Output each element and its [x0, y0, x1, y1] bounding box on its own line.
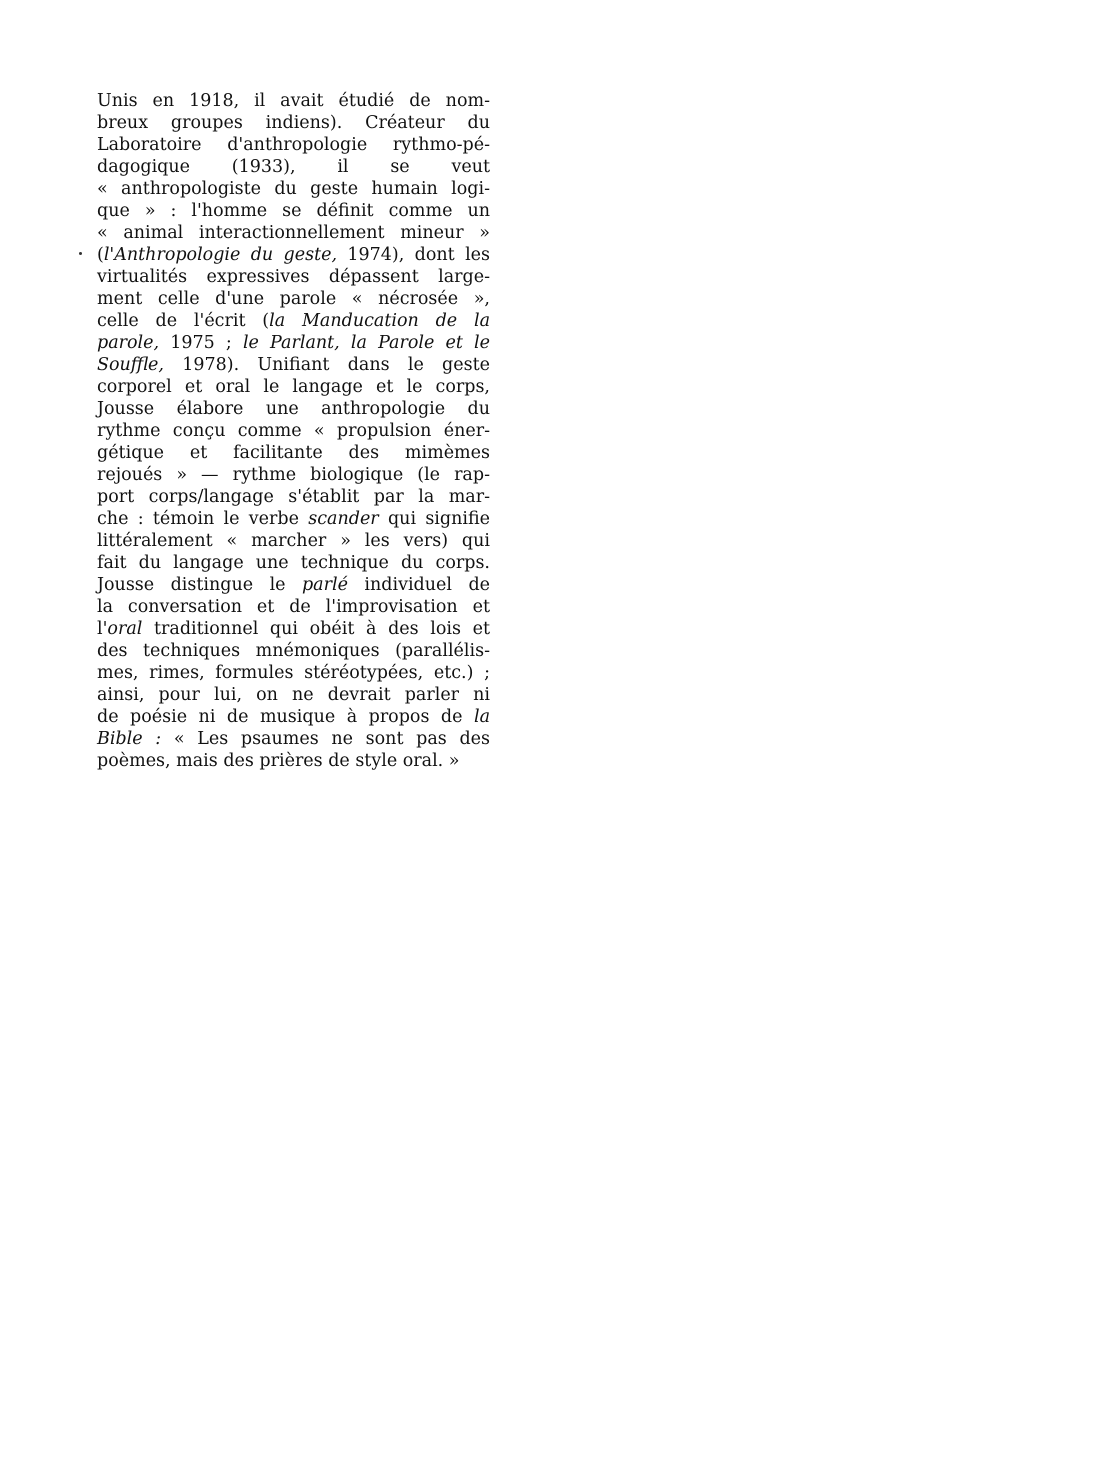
text-line-30: Bible : « Les psaumes ne sont pas des	[97, 729, 490, 749]
text-line-10: ment celle d'une parole « nécrosée »,	[97, 289, 490, 309]
text-line-16: rythme conçu comme « propulsion éner-	[97, 421, 490, 441]
text-line-14: corporel et oral le langage et le corps,	[97, 377, 490, 397]
italic-title-manducation: la Manducation de la	[269, 311, 491, 331]
italic-title-parlant: le Parlant, la Parole et le	[242, 333, 490, 353]
italic-oral: oral	[107, 619, 143, 639]
italic-souffle: Souffle,	[97, 355, 164, 375]
text-line-29: de poésie ni de musique à propos de la	[97, 707, 490, 727]
text-line-31: poèmes, mais des prières de style oral. »	[97, 751, 460, 771]
text-line-19: port corps/langage s'établit par la mar-	[97, 487, 490, 507]
text-line-6: que » : l'homme se définit comme un	[97, 201, 490, 221]
text-line-5: « anthropologiste du geste humain logi-	[97, 179, 490, 199]
text-column	[97, 90, 490, 772]
text-line-3: Laboratoire d'anthropologie rythmo-pé-	[97, 135, 490, 155]
text-line-18: rejoués » — rythme biologique (le rap-	[97, 465, 490, 485]
text-line-12: parole, 1975 ; le Parlant, la Parole et le	[97, 333, 490, 353]
italic-bible: Bible :	[97, 729, 162, 749]
text-line-15: Jousse élabore une anthropologie du	[97, 399, 490, 419]
text-line-20: che : témoin le verbe scander qui signifie	[97, 509, 491, 529]
text-line-22: fait du langage une technique du corps.	[97, 553, 490, 573]
text-line-2: breux groupes indiens). Créateur du	[97, 113, 490, 133]
text-line-17: gétique et facilitante des mimèmes	[97, 443, 490, 463]
text-line-28: ainsi, pour lui, on ne devrait parler ni	[97, 685, 490, 705]
text-line-24: la conversation et de l'improvisation et	[97, 597, 490, 617]
text-line-8: (l'Anthropologie du geste, 1974), dont les	[97, 245, 490, 265]
text-line-7: « animal interactionnellement mineur »	[97, 223, 490, 243]
text-line-25: l'oral traditionnel qui obéit à des lois et	[97, 619, 490, 639]
text-line-27: mes, rimes, formules stéréotypées, etc.) ;	[97, 663, 490, 683]
italic-parole: parole,	[97, 333, 160, 353]
text-line-23: Jousse distingue le parlé individuel de	[97, 575, 491, 595]
italic-title-anthropologie: l'Anthropologie du geste,	[103, 245, 338, 265]
text-line-4: dagogique (1933), il se veut	[97, 157, 490, 177]
text-line-26: des techniques mnémoniques (parallélis-	[97, 641, 490, 661]
text-line-9: virtualités expressives dépassent large-	[97, 267, 490, 287]
italic-scander: scander	[308, 509, 379, 529]
text-line-11: celle de l'écrit (la Manducation de la	[97, 311, 491, 331]
italic-parle: parlé	[301, 575, 348, 595]
text-line-1: Unis en 1918, il avait étudié de nom-	[97, 91, 490, 111]
text-line-13: Souffle, 1978). Unifiant dans le geste	[97, 355, 490, 375]
italic-la: la	[473, 707, 490, 727]
margin-dot	[79, 252, 82, 255]
text-line-21: littéralement « marcher » les vers) qui	[97, 531, 490, 551]
